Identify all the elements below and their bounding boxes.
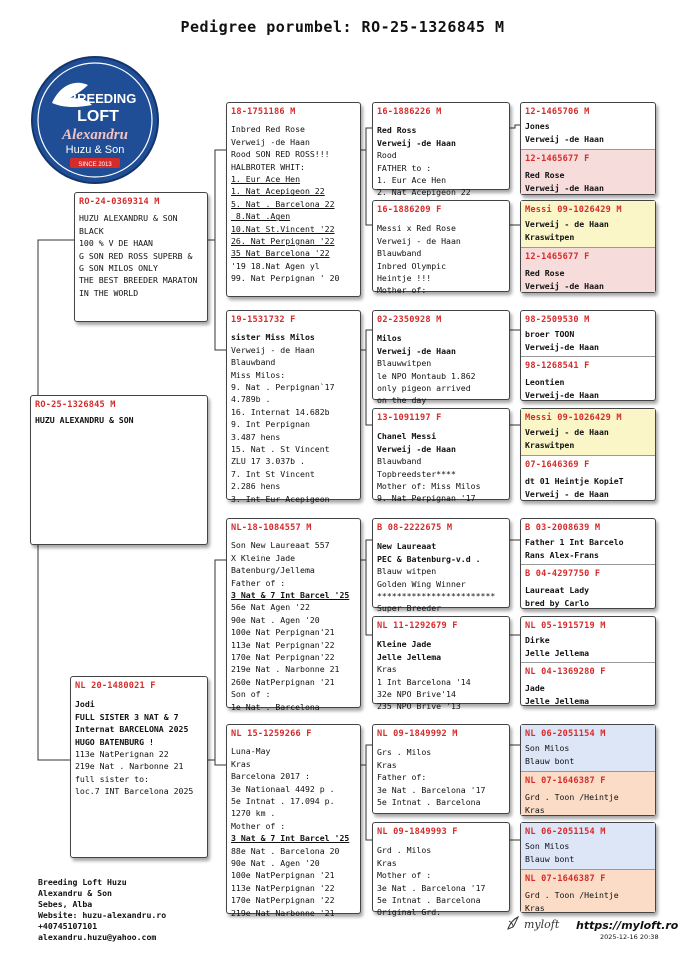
logo-line5: SINCE 2013	[78, 162, 112, 168]
card-line: Rans Alex-Frans	[525, 549, 599, 560]
ring-number: NL 11-1292679 F	[377, 621, 458, 631]
card-line: G SON RED ROSS SUPERB &	[79, 250, 193, 261]
myloft-wordmark: myloft	[524, 918, 560, 931]
card-line: Father 1 Int Barcelo	[525, 537, 624, 548]
breeder-contact	[38, 877, 166, 943]
card-line: Grd . Toon /Heintje	[525, 890, 619, 901]
card-line: FATHER to :	[377, 162, 432, 173]
card-line: HUZU ALEXANDRU & SON	[35, 415, 134, 426]
card-line: Jade	[525, 683, 545, 694]
card-line: Miss Milos:	[231, 369, 286, 380]
card-line: Kras	[377, 759, 397, 770]
card-line: Golden Wing Winner	[377, 578, 466, 589]
ring-number: NL 06-2051154 M	[525, 827, 606, 837]
card-line: 219e Nat . Narbonne 21	[231, 664, 340, 675]
card-line: 8.Nat .Agen	[231, 211, 291, 222]
ring-number: NL 15-1259266 F	[231, 729, 312, 739]
card-line: Son Milos	[525, 743, 570, 754]
pigeon-card-dds[interactable]	[372, 724, 510, 814]
card-line: Heintje !!!	[377, 273, 432, 284]
card-line: Original Grd.	[377, 907, 442, 918]
card-line: Kras	[377, 857, 397, 868]
card-line: IN THE WORLD	[79, 287, 139, 298]
card-line: Laureaat Lady	[525, 585, 590, 596]
ring-number: NL 06-2051154 M	[525, 729, 606, 739]
card-line: 219e Nat . Narbonne 21	[75, 761, 184, 772]
card-line: Jelle Jellema	[377, 651, 442, 662]
card-line: 100 % V DE HAAN	[79, 238, 153, 249]
myloft-link[interactable]: https://myloft.ro	[576, 919, 679, 932]
ring-number: 16-1886209 F	[377, 205, 442, 215]
card-line: 3e Nat . Barcelona '17	[377, 882, 486, 893]
card-line: 100e Nat Perpignan'21	[231, 627, 335, 638]
ring-number: RO-24-0369314 M	[79, 197, 160, 207]
pigeon-card-dam-sire[interactable]	[226, 518, 361, 712]
pigeon-card-sire-dam[interactable]	[226, 310, 361, 504]
card-line: 2.286 hens	[231, 481, 281, 492]
card-line: 3e Nat . Barcelona '17	[377, 784, 486, 795]
card-line: Mother of: Miss Milos	[377, 481, 481, 492]
pigeon-card-gen4-pair-4[interactable]	[520, 408, 656, 501]
contact-email[interactable]: alexandru.huzu@yahoo.com	[38, 932, 157, 942]
ring-number: 19-1531732 F	[231, 315, 296, 325]
ring-number: 18-1751186 M	[231, 107, 296, 117]
card-line: Mother of :	[377, 870, 432, 881]
card-line: Inbred Olympic	[377, 260, 447, 271]
card-line: Blauw witpen	[377, 566, 437, 577]
card-line: Barcelona 2017 :	[231, 771, 310, 782]
contact-line: Breeding Loft Huzu	[38, 877, 127, 887]
card-line: 3 Nat & 7 Int Barcel '25	[231, 590, 350, 601]
pigeon-card-dss[interactable]	[372, 518, 510, 614]
pigeon-card-gen4-pair-6[interactable]	[520, 616, 656, 706]
ring-number: 12-1465706 M	[525, 107, 590, 117]
card-line: 260e NatPerpignan '21	[231, 676, 335, 687]
card-line: Verweij-de Haan	[525, 389, 599, 400]
pigeon-card-ddd[interactable]	[372, 822, 510, 918]
pigeon-card-gen4-pair-7[interactable]	[520, 724, 656, 816]
card-line: Batenburg/Jellema	[231, 565, 315, 576]
card-line: 100e NatPerpignan '21	[231, 870, 335, 881]
card-line: Red Rose	[525, 268, 565, 279]
card-line: 2. Nat Acepigeon 22	[377, 187, 471, 198]
card-line: Verweij -de Haan	[231, 136, 310, 147]
myloft-bird-icon	[506, 915, 520, 931]
ring-number: Messi 09-1026429 M	[525, 413, 622, 423]
card-line: 15. Nat . St Vincent	[231, 444, 330, 455]
card-line: 1 Int Barcelona '14	[377, 676, 471, 687]
ring-number: 12-1465677 F	[525, 252, 590, 262]
contact-website[interactable]: Website: huzu-alexandru.ro	[38, 910, 167, 920]
contact-phone[interactable]: +40745107101	[38, 921, 98, 931]
ring-number: B 03-2008639 M	[525, 523, 601, 533]
card-line: 5e Intnat . Barcelona	[377, 895, 481, 906]
card-line: 9. Int Perpignan	[231, 419, 310, 430]
card-line: Jelle Jellema	[525, 647, 590, 658]
card-line: Internat BARCELONA 2025	[75, 724, 189, 735]
card-line: Grd . Milos	[377, 845, 432, 856]
card-line: 1. Nat Acepigeon 22	[231, 186, 325, 197]
card-line: Mother of:	[377, 285, 427, 296]
ring-number: NL 09-1849993 F	[377, 827, 458, 837]
card-line: 90e Nat . Agen '20	[231, 614, 320, 625]
card-line: Milos	[377, 333, 402, 344]
breeding-loft-logo	[30, 55, 160, 185]
pigeon-card-sds[interactable]	[372, 310, 510, 406]
pigeon-card-dsd[interactable]	[372, 616, 510, 712]
ring-number: 98-2509530 M	[525, 315, 590, 325]
card-line: Kleine Jade	[377, 639, 432, 650]
card-line: on the day	[377, 395, 427, 406]
card-line: Blauwwitpen	[377, 358, 432, 369]
card-line: Inbred Red Rose	[231, 124, 305, 135]
card-line: Blauwband	[377, 456, 422, 467]
ring-number: RO-25-1326845 M	[35, 400, 116, 410]
card-line: Father of:	[377, 772, 427, 783]
ring-number: 98-1268541 F	[525, 361, 590, 371]
card-line: BLACK	[79, 225, 104, 236]
ring-number: B 08-2222675 M	[377, 523, 453, 533]
ring-number: NL 07-1646387 F	[525, 776, 606, 786]
card-line: 3. Int Eur Acepigeon	[231, 493, 330, 504]
card-line: Verweij - de Haan	[525, 219, 609, 230]
card-line: 9. Nat . Perpignan`17	[231, 382, 335, 393]
card-line: Grs . Milos	[377, 747, 432, 758]
card-line: PEC & Batenburg-v.d .	[377, 553, 481, 564]
print-timestamp: 2025-12-16 20:38	[600, 933, 659, 941]
card-line: Verweij - de Haan	[231, 344, 315, 355]
card-line: Blauw bont	[525, 755, 575, 766]
ring-number: NL 20-1480021 F	[75, 681, 156, 691]
card-line: HUGO BATENBURG !	[75, 736, 154, 747]
card-line: only pigeon arrived	[377, 383, 471, 394]
contact-line: Alexandru & Son	[38, 888, 112, 898]
card-line: Son New Laureaat 557	[231, 540, 330, 551]
card-line: Verweij - de Haan	[525, 427, 609, 438]
card-line: Jelle Jellema	[525, 695, 590, 706]
card-line: 219e Nat Narbonne '21	[231, 907, 335, 918]
logo-line1: BREEDING	[67, 91, 137, 106]
card-line: X Kleine Jade	[231, 552, 296, 563]
card-line: 10.Nat St.Vincent '22	[231, 223, 335, 234]
card-line: full sister to:	[75, 773, 149, 784]
card-line: 3.487 hens	[231, 431, 281, 442]
pigeon-card-gen4-pair-5[interactable]	[520, 518, 656, 609]
pigeon-card-dam-dam[interactable]	[226, 724, 361, 918]
card-line: THE BEST BREEDER MARATON	[79, 275, 198, 286]
ring-number: NL 04-1369280 F	[525, 667, 606, 677]
card-line: 32e NPO Brive'14	[377, 689, 456, 700]
pigeon-card-dam[interactable]	[70, 676, 208, 858]
pigeon-card-sire-sire[interactable]	[226, 102, 361, 297]
card-line: Rood	[377, 150, 397, 161]
card-line: Dirke	[525, 635, 550, 646]
card-line: Verweij -de Haan	[525, 280, 604, 291]
card-line: 99. Nat Perpignan ' 20	[231, 273, 340, 284]
card-line: 9. Nat Perpignan '17	[377, 493, 476, 504]
ring-number: 13-1091197 F	[377, 413, 442, 423]
card-line: Verweij -de Haan	[525, 182, 604, 193]
ring-number: NL 05-1915719 M	[525, 621, 606, 631]
card-line: FULL SISTER 3 NAT & 7	[75, 711, 179, 722]
card-line: 170e NatPerpignan '22	[231, 895, 335, 906]
card-line: 1. Eur Ace Hen	[377, 175, 447, 186]
card-line: 1e Nat . Barcelona	[231, 701, 320, 712]
contact-line: Sebes, Alba	[38, 899, 93, 909]
card-line: Messi x Red Rose	[377, 223, 456, 234]
card-line: 1. Eur Ace Hen	[231, 174, 301, 185]
card-line: 113e NatPerpignan '22	[231, 882, 335, 893]
card-line: Father of :	[231, 577, 286, 588]
card-line: Mother of :	[231, 820, 286, 831]
card-line: Blauwband	[231, 357, 276, 368]
ring-number: B 04-4297750 F	[525, 569, 601, 579]
card-line: 56e Nat Agen '22	[231, 602, 310, 613]
card-line: 113e NatPerignan 22	[75, 749, 169, 760]
card-line: Rood SON RED ROSS!!!	[231, 149, 330, 160]
card-line: Kras	[525, 804, 545, 815]
card-line: Verweij -de Haan	[377, 345, 456, 356]
pigeon-card-ssd[interactable]	[372, 200, 510, 296]
card-line: Luna-May	[231, 746, 271, 757]
card-line: 5. Nat . Barcelona 22	[231, 198, 335, 209]
card-line: dt 01 Heintje KopieT	[525, 476, 624, 487]
card-line: New Laureaat	[377, 541, 437, 552]
card-line: 3e Nationaal 4492 p .	[231, 783, 335, 794]
card-line: Jodi	[75, 699, 95, 710]
card-line: 7. Int St Vincent	[231, 468, 315, 479]
pigeon-card-gen4-pair-8[interactable]	[520, 822, 656, 913]
card-line: 5e Intnat . 17.094 p.	[231, 796, 335, 807]
ring-number: NL 09-1849992 M	[377, 729, 458, 739]
card-line: 235 NPO Brive '13	[377, 701, 461, 712]
logo-line4: Huzu & Son	[65, 144, 125, 156]
card-line: Son of :	[231, 689, 271, 700]
card-line: 26. Nat Perpignan '22	[231, 236, 335, 247]
ring-number: 12-1465677 F	[525, 154, 590, 164]
card-line: loc.7 INT Barcelona 2025	[75, 786, 194, 797]
ring-number: NL-18-1084557 M	[231, 523, 312, 533]
card-line: Kras	[231, 758, 251, 769]
pigeon-card-sire[interactable]	[74, 192, 208, 322]
card-line: 16. Internat 14.682b	[231, 406, 330, 417]
card-line: 35 Nat Barcelona '22	[231, 248, 330, 259]
card-line: sister Miss Milos	[231, 332, 315, 343]
card-line: 88e Nat . Barcelona 20	[231, 845, 340, 856]
card-line: ZLU 17 3.037b .	[231, 456, 305, 467]
card-line: Verweij-de Haan	[525, 341, 599, 352]
ring-number: 07-1646369 F	[525, 460, 590, 470]
card-line: Verweij -de Haan	[525, 133, 604, 144]
pigeon-card-gen4-pair-1[interactable]	[520, 102, 656, 195]
card-line: HALBROTER WHIT:	[231, 161, 305, 172]
logo-line3: Alexandru	[62, 127, 128, 143]
card-line: 5e Intnat . Barcelona	[377, 797, 481, 808]
pigeon-card-sdd[interactable]	[372, 408, 510, 504]
card-line: '19 18.Nat Agen yl	[231, 260, 320, 271]
card-line: Son Milos	[525, 841, 570, 852]
pigeon-card-gen4-pair-3[interactable]	[520, 310, 656, 401]
card-line: 170e Nat Perpignan'22	[231, 652, 335, 663]
card-line: Red Rose	[525, 170, 565, 181]
logo-line2: LOFT	[77, 108, 119, 125]
card-line: Kras	[525, 902, 545, 913]
card-line: Grd . Toon /Heintje	[525, 792, 619, 803]
card-line: Leontien	[525, 377, 565, 388]
card-line: Chanel Messi	[377, 431, 437, 442]
card-line: broer TOON	[525, 329, 575, 340]
card-line: 1270 km .	[231, 808, 276, 819]
card-line: G SON MILOS ONLY	[79, 263, 158, 274]
card-line: Blauwband	[377, 248, 422, 259]
card-line: 3 Nat & 7 Int Barcel '25	[231, 833, 350, 844]
ring-number: NL 07-1646387 F	[525, 874, 606, 884]
card-line: bred by Carlo	[525, 597, 590, 608]
card-line: le NPO Montaub 1.862	[377, 370, 476, 381]
ring-number: 02-2350928 M	[377, 315, 442, 325]
card-line: HUZU ALEXANDRU & SON	[79, 213, 178, 224]
page-title: Pedigree porumbel: RO-25-1326845 M	[180, 18, 505, 36]
card-line: Verweij -de Haan	[377, 443, 456, 454]
card-line: 113e Nat Perpignan'22	[231, 639, 335, 650]
card-line: 4.789b .	[231, 394, 271, 405]
pigeon-card-subject[interactable]	[30, 395, 208, 545]
ring-number: 16-1886226 M	[377, 107, 442, 117]
card-line: Kraswitpen	[525, 439, 575, 450]
card-line: Super Breeder	[377, 603, 442, 614]
card-line: Kraswitpen	[525, 231, 575, 242]
card-line: Jones	[525, 121, 550, 132]
card-line: ************************	[377, 591, 496, 602]
card-line: Kras	[377, 664, 397, 675]
card-line: Verweij - de Haan	[377, 235, 461, 246]
pigeon-card-gen4-pair-2[interactable]	[520, 200, 656, 293]
card-line: Topbreedster****	[377, 468, 456, 479]
pigeon-card-sss[interactable]	[372, 102, 510, 198]
ring-number: Messi 09-1026429 M	[525, 205, 622, 215]
card-line: Verweij - de Haan	[525, 488, 609, 499]
card-line: 90e Nat . Agen '20	[231, 858, 320, 869]
card-line: Verweij -de Haan	[377, 137, 456, 148]
card-line: Blauw bont	[525, 853, 575, 864]
card-line: Red Ross	[377, 125, 417, 136]
